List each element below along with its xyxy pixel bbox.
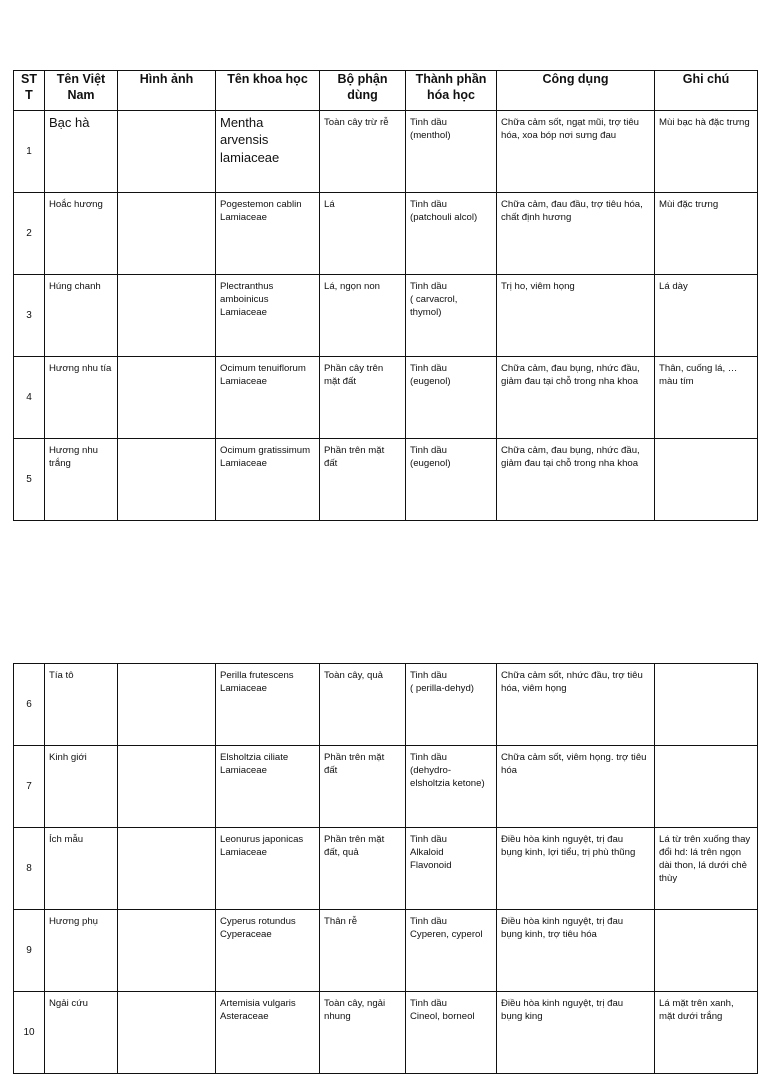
- cell-hinh-anh: [118, 357, 216, 439]
- table-row: [14, 275, 758, 357]
- cell-cong-dung: Chữa cảm sốt, ngạt mũi, trợ tiêu hóa, xoa bóp nơi sưng đau: [497, 111, 655, 193]
- table-header-row: [14, 71, 758, 111]
- cell-stt: 7: [14, 746, 45, 828]
- cell-hinh-anh: [118, 439, 216, 521]
- cell-bo-phan-dung: Phần trên mặt đất: [320, 746, 406, 828]
- cell-cong-dung: Chữa cảm sốt, nhức đầu, trợ tiêu hóa, viêm họng: [497, 664, 655, 746]
- cell-bo-phan-dung: Thân rễ: [320, 910, 406, 992]
- cell-ten-khoa-hoc: Leonurus japonicas Lamiaceae: [216, 828, 320, 910]
- cell-ten-viet-nam: Bạc hà: [45, 111, 118, 193]
- cell-bo-phan-dung: Phần cây trên mặt đất: [320, 357, 406, 439]
- cell-thanh-phan-hoa-hoc: Tinh dầu ( carvacrol, thymol): [406, 275, 497, 357]
- cell-cong-dung: Điều hòa kinh nguyệt, trị đau bụng kinh, trợ tiêu hóa: [497, 910, 655, 992]
- cell-ghi-chu: [655, 746, 758, 828]
- cell-ten-viet-nam: Kinh giới: [45, 746, 118, 828]
- cell-ten-viet-nam: Ích mẫu: [45, 828, 118, 910]
- cell-ten-viet-nam: Hương nhu tía: [45, 357, 118, 439]
- table-row: [14, 746, 758, 828]
- cell-cong-dung: Trị ho, viêm họng: [497, 275, 655, 357]
- cell-stt: 5: [14, 439, 45, 521]
- cell-hinh-anh: [118, 664, 216, 746]
- cell-stt: 1: [14, 111, 45, 193]
- cell-ten-viet-nam: Tía tô: [45, 664, 118, 746]
- cell-ten-khoa-hoc: Ocimum tenuiflorum Lamiaceae: [216, 357, 320, 439]
- cell-stt: 9: [14, 910, 45, 992]
- cell-ten-viet-nam: Hoắc hương: [45, 193, 118, 275]
- cell-ten-khoa-hoc: Pogestemon cablin Lamiaceae: [216, 193, 320, 275]
- cell-cong-dung: Điều hòa kinh nguyệt, trị đau bụng kinh, lợi tiểu, trị phù thũng: [497, 828, 655, 910]
- header-bo-phan-dung: Bộ phận dùng: [320, 71, 406, 111]
- cell-ten-viet-nam: Hương phụ: [45, 910, 118, 992]
- table-row: [14, 664, 758, 746]
- cell-ten-khoa-hoc: Artemisia vulgaris Asteraceae: [216, 992, 320, 1074]
- table-row: [14, 111, 758, 193]
- cell-cong-dung: Chữa cảm sốt, viêm họng. trợ tiêu hóa: [497, 746, 655, 828]
- cell-stt: 8: [14, 828, 45, 910]
- cell-ghi-chu: Lá mặt trên xanh, mặt dưới trắng: [655, 992, 758, 1074]
- table-row: [14, 992, 758, 1074]
- cell-hinh-anh: [118, 193, 216, 275]
- cell-ghi-chu: Mùi đặc trưng: [655, 193, 758, 275]
- table-row: [14, 910, 758, 992]
- cell-cong-dung: Điều hòa kinh nguyệt, trị đau bụng king: [497, 992, 655, 1074]
- cell-ten-khoa-hoc: Cyperus rotundus Cyperaceae: [216, 910, 320, 992]
- cell-hinh-anh: [118, 111, 216, 193]
- cell-thanh-phan-hoa-hoc: Tinh dầu Cyperen, cyperol: [406, 910, 497, 992]
- cell-bo-phan-dung: Lá, ngọn non: [320, 275, 406, 357]
- header-ten-khoa-hoc: Tên khoa học: [216, 71, 320, 111]
- cell-hinh-anh: [118, 910, 216, 992]
- cell-bo-phan-dung: Phần trên mặt đất, quả: [320, 828, 406, 910]
- cell-thanh-phan-hoa-hoc: Tinh dầu Alkaloid Flavonoid: [406, 828, 497, 910]
- cell-hinh-anh: [118, 828, 216, 910]
- cell-ten-viet-nam: Ngải cứu: [45, 992, 118, 1074]
- cell-stt: 3: [14, 275, 45, 357]
- cell-cong-dung: Chữa cảm, đau bụng, nhức đầu, giảm đau tại chỗ trong nha khoa: [497, 357, 655, 439]
- cell-bo-phan-dung: Phần trên mặt đất: [320, 439, 406, 521]
- table-row: [14, 828, 758, 910]
- cell-thanh-phan-hoa-hoc: Tinh dầu Cineol, borneol: [406, 992, 497, 1074]
- cell-bo-phan-dung: Toàn cây trừ rễ: [320, 111, 406, 193]
- header-stt: ST T: [14, 71, 45, 111]
- cell-stt: 6: [14, 664, 45, 746]
- cell-ghi-chu: [655, 439, 758, 521]
- plant-table-page-2: [13, 663, 758, 1074]
- header-thanh-phan-hoa-hoc: Thành phần hóa học: [406, 71, 497, 111]
- table-row: [14, 193, 758, 275]
- header-hinh-anh: Hình ảnh: [118, 71, 216, 111]
- cell-ghi-chu: Mùi bạc hà đặc trưng: [655, 111, 758, 193]
- table-row: [14, 439, 758, 521]
- cell-ten-khoa-hoc: Plectranthus amboinicus Lamiaceae: [216, 275, 320, 357]
- cell-ten-khoa-hoc: Perilla frutescens Lamiaceae: [216, 664, 320, 746]
- cell-cong-dung: Chữa cảm, đau bụng, nhức đầu, giảm đau tại chỗ trong nha khoa: [497, 439, 655, 521]
- cell-cong-dung: Chữa cảm, đau đầu, trợ tiêu hóa, chất định hương: [497, 193, 655, 275]
- cell-ten-khoa-hoc: Ocimum gratissimum Lamiaceae: [216, 439, 320, 521]
- cell-bo-phan-dung: Toàn cây, quả: [320, 664, 406, 746]
- cell-thanh-phan-hoa-hoc: Tinh dầu (eugenol): [406, 439, 497, 521]
- cell-thanh-phan-hoa-hoc: Tinh dầu (patchouli alcol): [406, 193, 497, 275]
- cell-thanh-phan-hoa-hoc: Tinh dầu (eugenol): [406, 357, 497, 439]
- cell-ghi-chu: [655, 910, 758, 992]
- plant-table-page-1: [13, 70, 758, 521]
- cell-ghi-chu: Lá từ trên xuống thay đổi hd: lá trên ngọn dài thon, lá dưới chẻ thùy: [655, 828, 758, 910]
- header-ten-viet-nam: Tên Việt Nam: [45, 71, 118, 111]
- cell-ten-viet-nam: Húng chanh: [45, 275, 118, 357]
- cell-ten-khoa-hoc: Mentha arvensis lamiaceae: [216, 111, 320, 193]
- cell-stt: 4: [14, 357, 45, 439]
- cell-ten-viet-nam: Hương nhu trắng: [45, 439, 118, 521]
- cell-thanh-phan-hoa-hoc: Tinh dầu (menthol): [406, 111, 497, 193]
- cell-ghi-chu: [655, 664, 758, 746]
- cell-bo-phan-dung: Lá: [320, 193, 406, 275]
- cell-hinh-anh: [118, 992, 216, 1074]
- cell-thanh-phan-hoa-hoc: Tinh dầu (dehydro- elsholtzia ketone): [406, 746, 497, 828]
- cell-hinh-anh: [118, 746, 216, 828]
- header-cong-dung: Công dụng: [497, 71, 655, 111]
- cell-bo-phan-dung: Toàn cây, ngải nhung: [320, 992, 406, 1074]
- cell-thanh-phan-hoa-hoc: Tinh dầu ( perilla-dehyd): [406, 664, 497, 746]
- cell-hinh-anh: [118, 275, 216, 357]
- cell-stt: 10: [14, 992, 45, 1074]
- cell-ghi-chu: Lá dày: [655, 275, 758, 357]
- cell-ten-khoa-hoc: Elsholtzia ciliate Lamiaceae: [216, 746, 320, 828]
- table-row: [14, 357, 758, 439]
- cell-stt: 2: [14, 193, 45, 275]
- header-ghi-chu: Ghi chú: [655, 71, 758, 111]
- cell-ghi-chu: Thân, cuống lá, … màu tím: [655, 357, 758, 439]
